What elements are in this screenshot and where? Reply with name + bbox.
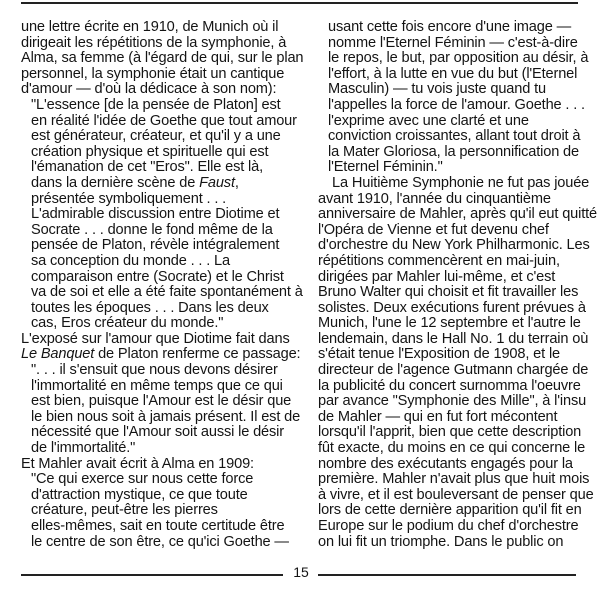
footer-rule-right (318, 574, 576, 576)
text-line: créature, peut-être les pierres (31, 502, 218, 519)
text-line: lors de cette dernière apparition qu'il fit en (318, 502, 582, 519)
text-line: est bien, puisque l'Amour est le désir que (31, 393, 292, 410)
text-line: lorsqu'il l'apprit, bien que cette description (318, 424, 582, 441)
title-italic: Le Banquet (21, 346, 95, 363)
text-line: toutes les époques . . . Dans les deux (31, 299, 269, 316)
left-text-column (21, 19, 304, 550)
text-line: Le Banquet de Platon renferme ce passage: (21, 346, 301, 363)
text-line: dans la dernière scène de Faust, (31, 174, 239, 191)
text-line: nécessité que l'Amour soit aussi le désir (31, 424, 284, 441)
text-line: elles-mêmes, sait en toute certitude être (31, 518, 285, 534)
text-line: "Ce qui exerce sur nous cette force (31, 471, 254, 488)
text-line: de Mahler — qui en fut fort mécontent (318, 408, 558, 425)
text-line: Munich, l'une le 12 septembre et l'autre le (318, 315, 581, 332)
text-line: "L'essence [de la pensée de Platon] est (31, 96, 281, 113)
text-line: l'exprime avec une clarté et une (328, 112, 529, 129)
text-line: Bruno Walter qui choisit et fit travailler les (318, 284, 579, 301)
text-line: avant 1910, l'année du cinquantième (318, 190, 551, 207)
right-text-column (318, 19, 598, 550)
text-line: une lettre écrite en 1910, de Munich où il (21, 19, 279, 35)
text-line: de l'immortalité." (31, 440, 136, 457)
top-rule (21, 2, 578, 4)
text-line: création physique et spirituelle qui est (31, 143, 269, 160)
text-line: Et Mahler avait écrit à Alma en 1909: (21, 455, 254, 472)
text-line: d'attraction mystique, ce que toute (31, 486, 248, 503)
text-line: est générateur, créateur, et qu'il y a une (31, 128, 281, 145)
text-line: en réalité l'idée de Goethe que tout amour (31, 112, 297, 129)
text-line: par avance "Symphonie des Mille", à l'insu (318, 393, 587, 410)
footer-rule-left (21, 574, 283, 576)
text-line: s'était tenue l'Exposition de 1908, et le (318, 346, 561, 363)
text-line: personnel, la symphonie était un cantique (21, 65, 285, 82)
text-line: l'immortalité en même temps que ce qui (31, 377, 283, 394)
text-line: anniversaire de Mahler, après qu'il eut quitté (318, 206, 598, 223)
text-line: première. Mahler n'avait plus que huit mois (318, 471, 590, 488)
text-line: conviction croissantes, allant tout droit à (328, 128, 581, 145)
text-line: à vivre, et il est bouleversant de penser que (318, 486, 594, 503)
text-line: ". . . il s'ensuit que nous devons désirer (31, 362, 278, 379)
text-line: comparaison entre (Socrate) et le Christ (31, 268, 284, 285)
text-line: L'exposé sur l'amour que Diotime fait dans (21, 330, 290, 347)
text-line: va de soi et elle a été faite spontanément à (31, 284, 303, 301)
text-line: nomme l'Eternel Féminin — c'est-à-dire (328, 34, 578, 51)
text-line: l'Eternel Féminin." (328, 159, 443, 176)
text-line: cas, Eros créateur du monde." (31, 315, 224, 332)
text-line: lendemain, dans le Hall No. 1 du terrain où (318, 330, 589, 347)
text-line: Alma, sa femme (à l'égard de qui, sur le plan (21, 50, 304, 67)
text-line: Europe sur le podium du chef d'orchestre (318, 518, 579, 534)
text-line: d'amour — d'où la dédicace à son nom): (21, 81, 277, 98)
text-line: l'Opéra de Vienne et fut devenu chef (318, 221, 549, 238)
text-line: usant cette fois encore d'une image — (328, 19, 572, 35)
text-line: d'orchestre du New York Philharmonic. Les (318, 237, 590, 254)
text-line: dirigées par Mahler lui-même, et c'est (318, 268, 556, 285)
text-line: dirigeait les répétitions de la symphonie, à (21, 34, 287, 51)
text-line: répétitions commencèrent en mai-juin, (318, 252, 560, 269)
text-line: on lui fit un triomphe. Dans le public on (318, 533, 564, 550)
text-line: l'appelles la force de l'amour. Goethe . . . (328, 96, 585, 113)
text-line: Masculin) — tu vois juste quand tu (328, 81, 546, 98)
text-line: présentée symboliquement . . . (31, 190, 227, 207)
page-number: 15 (293, 564, 309, 580)
text-line: fût exacte, du moins en ce qui concerne le (318, 440, 586, 457)
text-line: L'admirable discussion entre Diotime et (31, 206, 280, 223)
text-line: le repos, le but, par opposition au désir, à (328, 50, 589, 67)
text-line: solistes. Deux exécutions furent prévues à (318, 299, 586, 316)
title-italic: Faust (199, 174, 235, 191)
text-line: la Mater Gloriosa, la personnification de (328, 143, 579, 160)
text-line: pensée de Platon, révèle intégralement (31, 237, 280, 254)
text-line: le centre de son être, ce qu'ici Goethe — (31, 533, 289, 550)
text-line: sa conception du monde . . . La (31, 252, 230, 269)
text-line: le bien nous soit à jamais présent. Il est de (31, 408, 301, 425)
text-line: La Huitième Symphonie ne fut pas jouée (332, 174, 590, 191)
text-line: nombre des exécutants engagés pour la (318, 455, 573, 472)
text-line: l'émanation de cet "Eros". Elle est là, (31, 159, 263, 176)
text-line: l'effort, à la lutte en vue du but (l'Eternel (328, 65, 578, 82)
text-line: directeur de l'agence Gutmann chargée de (318, 362, 589, 379)
text-line: la publicité du concert surnomma l'oeuvre (318, 377, 581, 394)
text-line: Socrate . . . donne le fond même de la (31, 221, 273, 238)
